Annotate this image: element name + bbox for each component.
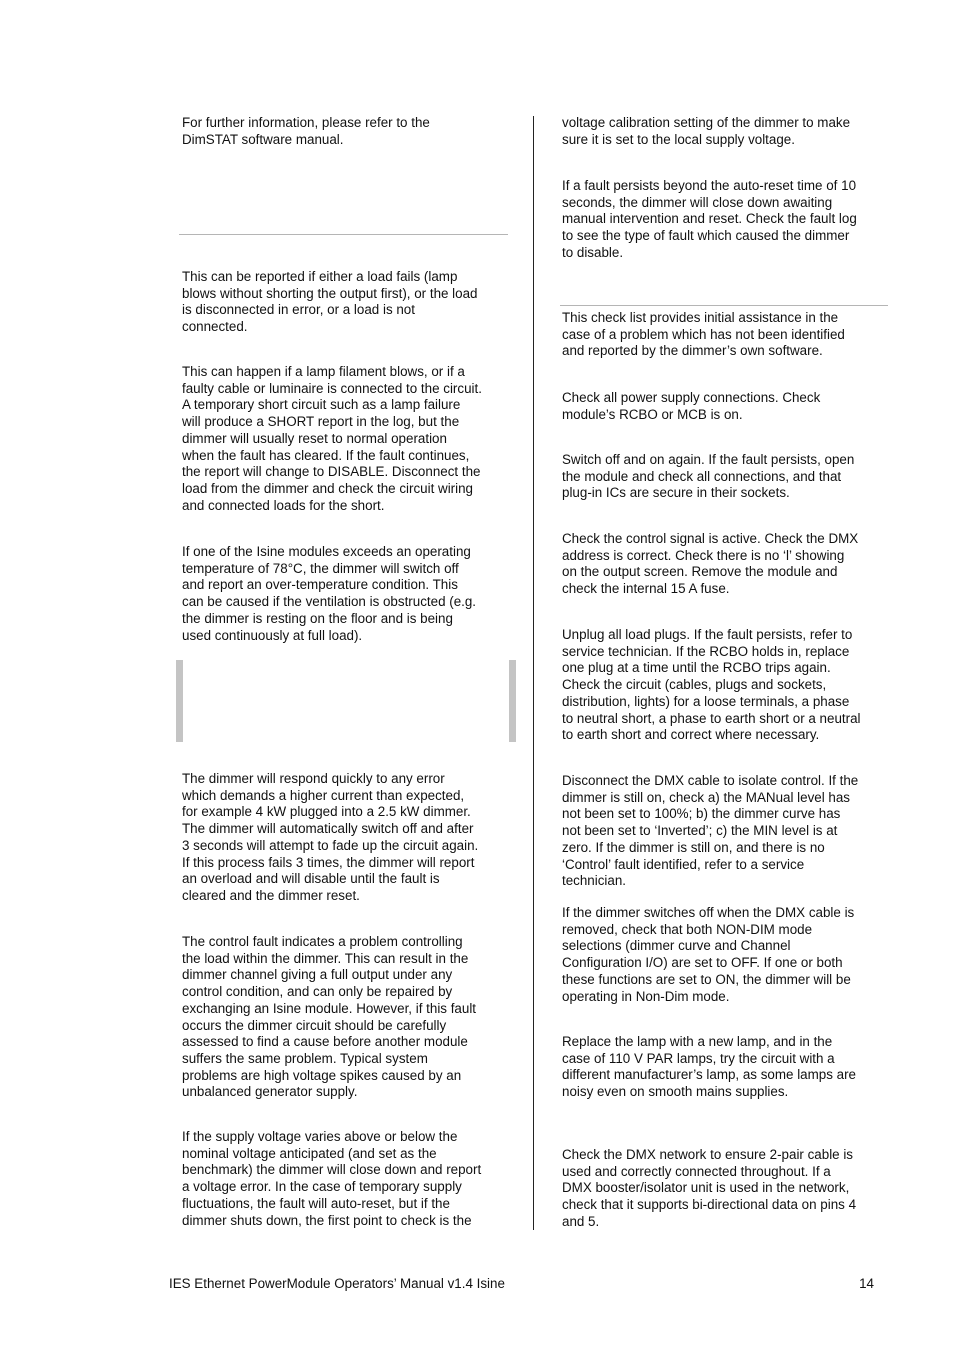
left-paragraph-voltage-error: If the supply voltage varies above or below the nominal voltage anticipated (and set as the benchmark) the dimmer will close down and report a voltage error. In the case of temporary supply fluctuations, the fault will auto-reset, but if the dimmer shuts down, the first point to check is the — [182, 1129, 482, 1228]
column-divider — [533, 116, 534, 1230]
right-paragraph-non-dim-mode: If the dimmer switches off when the DMX cable is removed, check that both NON-DIM mode selections (dimmer curve and Channel Configuration I/O) are set to OFF. If one or both these functions are set to ON, the dimmer will be operating in Non-Dim mode. — [562, 905, 855, 1004]
right-paragraph-control-signal: Check the control signal is active. Check the DMX address is correct. Check there is no ‘l’ showing on the output screen. Remove the module and check the internal 15 A fuse. — [562, 531, 859, 597]
right-paragraph-disconnect-dmx: Disconnect the DMX cable to isolate control. If the dimmer is still on, check a) the MANual level has not been set to 100%; b) the dimmer curve has not been set to ‘Inverted’; c) the MIN level is at zero. If the dimmer is still on, and there is no ‘Control’ fault identified, refer to a service technician. — [562, 773, 859, 889]
callout-bar-right — [509, 660, 516, 742]
left-paragraph-dimstat-reference: For further information, please refer to the DimSTAT software manual. — [182, 115, 430, 147]
left-paragraph-overload: The dimmer will respond quickly to any error which demands a higher current than expected, for example 4 kW plugged into a 2.5 kW dimmer. The dimmer will automatically switch off and after 3 seconds will attempt to fade up the circuit again. If this process fails 3 times, the dimmer will report an overload and will disable until the fault is cleared and the dimmer reset. — [182, 771, 479, 903]
right-paragraph-replace-lamp: Replace the lamp with a new lamp, and in the case of 110 V PAR lamps, try the circuit with a different manufacturer’s lamp, as some lamps are noisy even on smooth mains supplies. — [562, 1034, 856, 1100]
section-divider-right — [560, 305, 888, 306]
right-paragraph-voltage-calibration: voltage calibration setting of the dimmer to make sure it is set to the local supply voltage. — [562, 115, 851, 147]
page-number: 14 — [859, 1276, 874, 1291]
left-paragraph-short: This can happen if a lamp filament blows, or if a faulty cable or luminaire is connected to the circuit. A temporary short circuit such as a lamp failure will produce a SHORT report in the log, but the dimmer will usually reset to normal operation when the fault has cleared. If the fault continues, the report will change to DISABLE. Disconnect the load from the dimmer and check the circuit wiring and connected loads for the short. — [182, 364, 482, 513]
section-divider-left — [179, 234, 508, 235]
right-paragraph-dmx-network: Check the DMX network to ensure 2-pair cable is used and correctly connected throughout. If a DMX booster/isolator unit is used in the network, check that it supports bi-directional data on pins 4 and 5. — [562, 1147, 857, 1229]
left-paragraph-load-fail: This can be reported if either a load fails (lamp blows without shorting the output first), or the load is disconnected in error, or a load is not connected. — [182, 269, 478, 335]
right-paragraph-switch-off-on: Switch off and on again. If the fault persists, open the module and check all connections, and that plug-in ICs are secure in their sockets. — [562, 452, 855, 501]
right-paragraph-check-list-intro: This check list provides initial assistance in the case of a problem which has not been identified and reported by the dimmer’s own software. — [562, 310, 845, 359]
footer-title: IES Ethernet PowerModule Operators’ Manual v1.4 Isine — [169, 1276, 505, 1291]
left-paragraph-over-temperature: If one of the Isine modules exceeds an operating temperature of 78°C, the dimmer will switch off and report an over-temperature condition. This can be caused if the ventilation is obstructed (e.g. the dimmer is resting on the floor and is being used continuously at full load). — [182, 544, 477, 643]
right-paragraph-unplug-loads: Unplug all load plugs. If the fault persists, refer to service technician. If the RCBO holds in, replace one plug at a time until the RCBO trips again. Check the circuit (cables, plugs and sockets, distribution, lights) for a loose terminals, a phase to neutral short, a phase to earth short or a neutral to earth short and correct where necessary. — [562, 627, 861, 743]
right-paragraph-auto-reset: If a fault persists beyond the auto-reset time of 10 seconds, the dimmer will close down awaiting manual intervention and reset. Check the fault log to see the type of fault which caused the dimmer to disable. — [562, 178, 857, 260]
right-paragraph-power-supply: Check all power supply connections. Check module’s RCBO or MCB is on. — [562, 390, 821, 422]
callout-bar-left — [176, 660, 183, 742]
left-paragraph-control-fault: The control fault indicates a problem controlling the load within the dimmer. This can result in the dimmer channel giving a full output under any control condition, and can only be repaired by exchanging an Isine module. However, if this fault occurs the dimmer circuit should be carefully assessed to find a cause before another module suffers the same problem. Typical system problems are high voltage spikes caused by an unbalanced generator supply. — [182, 934, 477, 1100]
